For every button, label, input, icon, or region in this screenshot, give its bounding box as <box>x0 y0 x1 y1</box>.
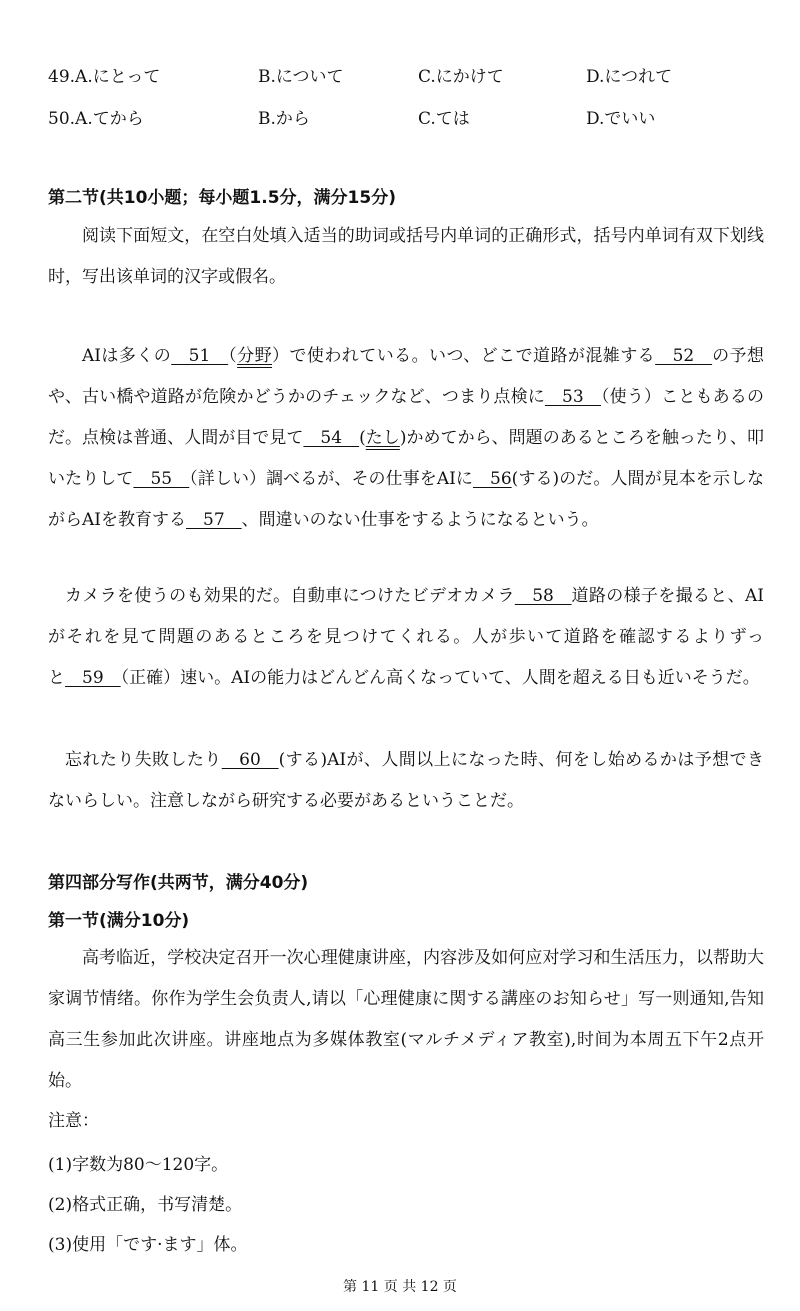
option-b: B.について <box>258 67 344 87</box>
blank-51: 51 <box>171 346 229 366</box>
blank-55: 55 <box>133 469 190 489</box>
note-3: (3)使用「です·ます」体。 <box>48 1235 248 1255</box>
part4-subheading: 第一节(满分10分) <box>48 911 190 931</box>
writing-task: 高考临近，学校决定召开一次心理健康讲座，内容涉及如何应对学习和生活压力，以帮助大家调节情绪。你作为学生会负责人,请以「心理健康に関する講座のお知らせ」写一则通知,告知高三生参加此次讲座。讲座地点为多媒体教室(マルチメディア教室),时间为本周五下午2点开始。 <box>48 948 764 1091</box>
word-54: たし <box>365 428 400 448</box>
blank-57: 57 <box>186 510 242 530</box>
note-1: (1)字数为80～120字。 <box>48 1155 229 1175</box>
option-a: 50.A.てから <box>48 109 144 129</box>
blank-53: 53 <box>544 387 602 407</box>
section2-heading: 第二节(共10小题；每小题1.5分，满分15分) <box>48 188 396 208</box>
passage-paragraph-1: AIは多くの 51 （分野）で使われている。いつ、どこで道路が混雑する 52 の予想や、古い橋や道路が危険かどうかのチェックなど、つまり点検に 53 （使う）こともあるのだ。点検は普通、人間が目で見て 54 (たし)かめてから、問題のあるところを触ったり、叩いたりして 55 （詳しい）調べるが、その仕事をAIに 56(する)のだ。人間が見本を示しながらAIを教育する 57 、間違いのない仕事をするようになるという。 <box>48 346 765 530</box>
option-d: D.でいい <box>586 109 656 129</box>
part4-heading: 第四部分写作(共两节，满分40分) <box>48 873 309 893</box>
word-51: 分野 <box>237 346 273 366</box>
blank-56: 56 <box>472 469 512 489</box>
passage-paragraph-2: カメラを使うのも効果的だ。自動車につけたビデオカメラ 58 道路の様子を撮ると、AIがそれを見て問題のあるところを見つけてくれる。人が歩いて道路を確認するよりずっと 59 （正確）速い。AIの能力はどんどん高くなっていて、人間を超える日も近いそうだ。 <box>48 586 764 688</box>
option-c: C.にかけて <box>418 67 504 87</box>
option-a: 49.A.にとって <box>48 67 161 87</box>
note-label: 注意： <box>48 1111 99 1131</box>
blank-54: 54 <box>303 428 360 448</box>
blank-59: 59 <box>65 668 121 688</box>
section2-instruction: 阅读下面短文，在空白处填入适当的助词或括号内单词的正确形式，括号内单词有双下划线时，写出该单词的汉字或假名。 <box>48 226 764 287</box>
blank-52: 52 <box>655 346 713 366</box>
option-d: D.につれて <box>586 67 673 87</box>
blank-58: 58 <box>514 586 572 606</box>
question-49-options <box>48 62 768 92</box>
option-b: B.から <box>258 109 310 129</box>
passage-paragraph-3: 忘れたり失敗したり 60 (する)AIが、人間以上になった時、何をし始めるかは予想できないらしい。注意しながら研究する必要があるということだ。 <box>48 750 764 811</box>
question-50-options <box>48 104 768 134</box>
option-c: C.ては <box>418 109 470 129</box>
page-footer: 第 11 页 共 12 页 <box>343 1279 457 1295</box>
note-2: (2)格式正确，书写清楚。 <box>48 1195 243 1215</box>
blank-60: 60 <box>221 750 279 770</box>
